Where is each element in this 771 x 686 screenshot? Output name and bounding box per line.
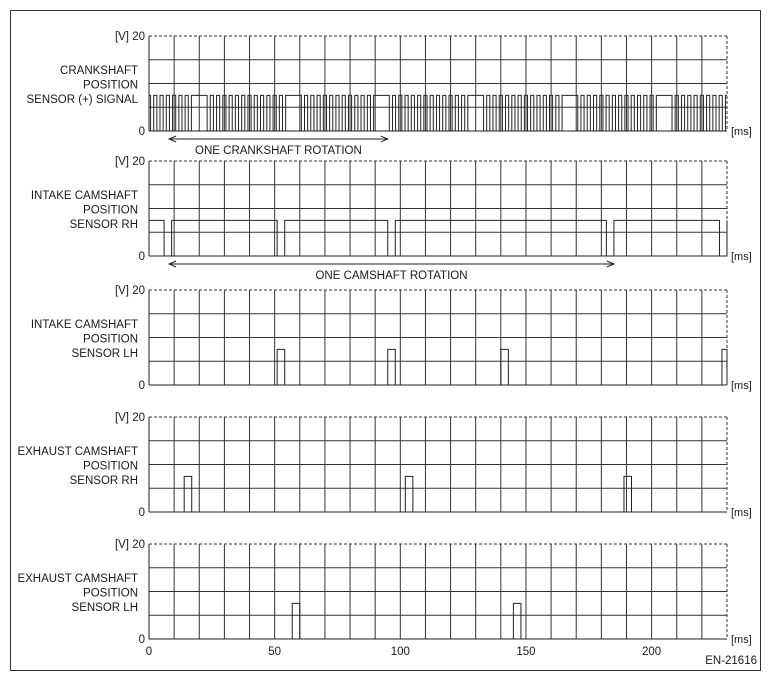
panel-label-line: POSITION (83, 333, 138, 346)
panel-label-line: SENSOR LH (71, 348, 138, 360)
y-top-label: [V] 20 (114, 412, 145, 424)
signal-trace (149, 476, 727, 512)
rotation-annotation: ONE CAMSHAFT ROTATION (315, 270, 468, 282)
x-unit-label: [ms] (731, 380, 752, 392)
signal-trace (149, 349, 727, 385)
x-tick-label: 200 (642, 646, 662, 658)
panel-label (26, 65, 138, 106)
panel-label-line: EXHAUST CAMSHAFT (17, 573, 138, 585)
y-bottom-label: 0 (138, 634, 145, 646)
x-tick-label: 0 (145, 646, 153, 658)
y-top-label: [V] 20 (114, 31, 145, 43)
panel-label-line: SENSOR RH (69, 475, 138, 487)
panel-label-line: SENSOR (+) SIGNAL (26, 94, 138, 106)
panel-label (31, 190, 138, 231)
panel-label-line: SENSOR LH (71, 602, 138, 614)
x-tick-label: 100 (390, 646, 410, 658)
panel-label-line: POSITION (83, 79, 138, 92)
signal-trace (149, 95, 727, 131)
panel-label-line: POSITION (83, 204, 138, 217)
x-unit-label: [ms] (731, 126, 752, 138)
panel-3 (31, 285, 752, 392)
panel-label-line: EXHAUST CAMSHAFT (17, 446, 138, 458)
panel-label-line: POSITION (83, 587, 138, 600)
panel-1 (26, 31, 751, 157)
panel-label-line: INTAKE CAMSHAFT (30, 319, 138, 331)
y-bottom-label: 0 (138, 126, 145, 138)
panel-label-line: POSITION (83, 460, 138, 473)
panel-label (31, 319, 138, 360)
panel-label-line: INTAKE CAMSHAFT (30, 190, 138, 202)
y-bottom-label: 0 (138, 251, 145, 263)
figure-id: EN-21616 (705, 655, 757, 667)
x-unit-label: [ms] (731, 251, 752, 263)
x-unit-label: [ms] (731, 507, 752, 519)
x-tick-label: 50 (268, 646, 282, 658)
x-unit-label: [ms] (731, 634, 752, 646)
y-bottom-label: 0 (138, 507, 145, 519)
panel-label (17, 573, 138, 614)
y-top-label: [V] 20 (114, 285, 145, 297)
signal-trace (149, 220, 727, 256)
panel-4 (17, 412, 751, 519)
panel-5 (17, 539, 751, 658)
panel-label (17, 446, 138, 487)
panel-label-line: CRANKSHAFT (60, 65, 138, 77)
y-top-label: [V] 20 (114, 539, 145, 551)
y-bottom-label: 0 (138, 380, 145, 392)
signal-trace (149, 603, 727, 639)
panel-2 (31, 156, 752, 282)
rotation-annotation: ONE CRANKSHAFT ROTATION (195, 145, 362, 157)
panel-label-line: SENSOR RH (69, 219, 138, 231)
y-top-label: [V] 20 (114, 156, 145, 168)
x-tick-label: 150 (516, 646, 536, 658)
